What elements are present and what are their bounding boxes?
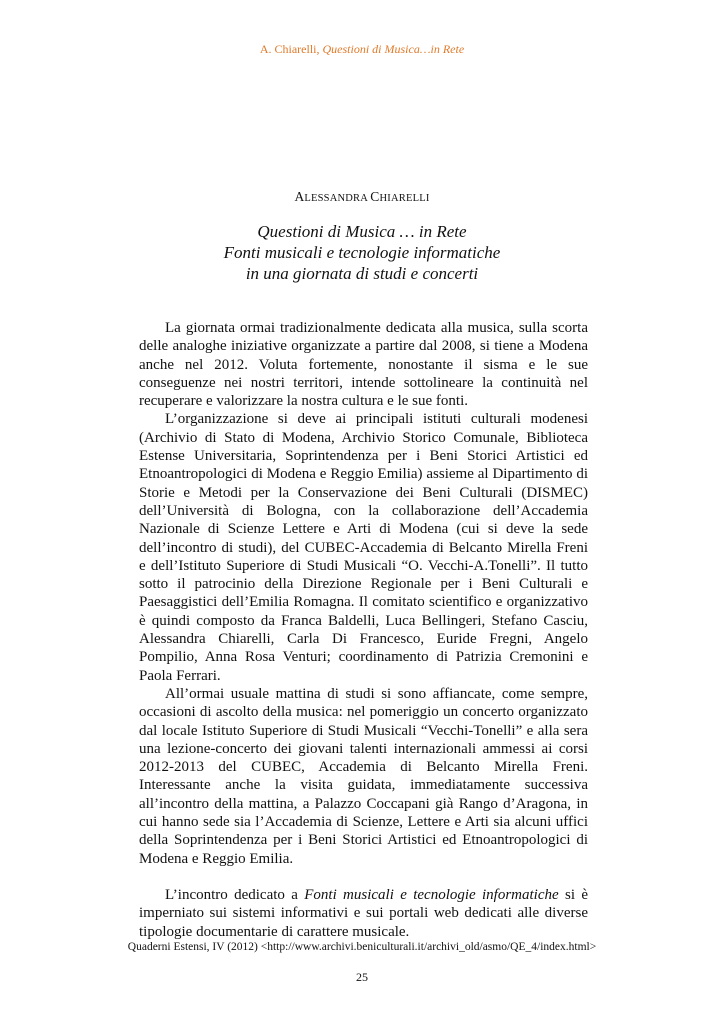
author-last-rest: HIARELLI bbox=[379, 193, 430, 204]
article-author bbox=[0, 189, 724, 205]
page-number: 25 bbox=[356, 970, 368, 984]
paragraph: L’organizzazione si deve ai principali istituti culturali modenesi (Archivio di Stato di Modena, Archivio Storico Comunale, Biblioteca Estense Universitaria, Soprintendenza per i Beni Storici Artistici ed Etnoantropologici di Modena e Reggio Emilia) assieme al Dipartimento di Storie e Metodi per la Conservazione dei Beni Culturali (DISMEC) dell’Università di Bologna, con la collaborazione dell’Accademia Nazionale di Scienze Lettere e Arti di Modena (cui si deve la sede dell’incontro di studi), del CUBEC-Accademia di Belcanto Mirella Freni e dell’Istituto Superiore di Studi Musicali “O. Vecchi-A.Tonelli”. Il tutto sotto il patrocinio della Direzione Regionale per i Beni Culturali e Paesaggistici dell’Emilia Romagna. Il comitato scientifico e organizzativo è quindi composto da Franca Baldelli, Luca Bellingeri, Stefano Casciu, Alessandra Chiarelli, Carla Di Francesco, Euride Fregni, Angelo Pompilio, Anna Rosa Venturi; coordinamento di Patrizia Cremonini e Paola Ferrari. bbox=[139, 411, 588, 684]
footer-reference: Quaderni Estensi, IV (2012) <http://www.archivi.beniculturali.it/archivi_old/asmo/QE_4/index.html> bbox=[127, 941, 597, 953]
title-line: Questioni di Musica … in Rete bbox=[257, 222, 467, 241]
running-head-author: A. Chiarelli, bbox=[259, 42, 323, 56]
author-first-rest: LESSANDRA bbox=[304, 193, 371, 204]
article-body bbox=[139, 319, 588, 941]
paragraph-text: L’incontro dedicato a bbox=[165, 886, 305, 903]
paragraph bbox=[139, 886, 588, 941]
paragraph: La giornata ormai tradizionalmente dedicata alla musica, sulla scorta delle analoghe iniziative organizzate a partire dal 2008, si tiene a Modena anche nel 2012. Voluta fortemente, nonostante il sisma e le sue conseguenze nei nostri territori, intende sottolineare la continuità nel recuperare e valorizzare la nostra cultura e le sue fonti. bbox=[139, 320, 588, 410]
running-head bbox=[0, 42, 724, 57]
running-head-title: Questioni di Musica…in Rete bbox=[322, 42, 465, 56]
title-line: in una giornata di studi e concerti bbox=[245, 264, 479, 283]
paragraph-italic-title: Fonti musicali e tecnologie informatiche bbox=[304, 886, 559, 903]
paragraph: All’ormai usuale mattina di studi si sono affiancate, come sempre, occasioni di ascolto della musica: nel pomeriggio un concerto organizzato dal locale Istituto Superiore di Studi Musicali “Vecchi-Tonelli” e alla sera una lezione-concerto dei giovani talenti internazionali ammessi ai corsi 2012-2013 del CUBEC, Accademia di Belcanto Mirella Freni. Interessante anche la visita guidata, immediatamente successiva all’incontro della mattina, a Palazzo Coccapani già Rango d’Aragona, in cui hanno sede sia l’Accademia di Scienze, Lettere e Arti sia alcuni uffici della Soprintendenza per i Beni Storici Artistici ed Etnoantropologici di Modena e Reggio Emilia. bbox=[139, 685, 588, 867]
paragraph-text: si è imperniato sui sistemi informativi e sui portali web dedicati alle diverse tipologie documentarie di carattere musicale. bbox=[139, 886, 588, 940]
title-line: Fonti musicali e tecnologie informatiche bbox=[223, 243, 501, 262]
article-title bbox=[0, 221, 724, 284]
author-first-initial: A bbox=[294, 189, 305, 204]
author-last-initial: C bbox=[370, 189, 380, 204]
